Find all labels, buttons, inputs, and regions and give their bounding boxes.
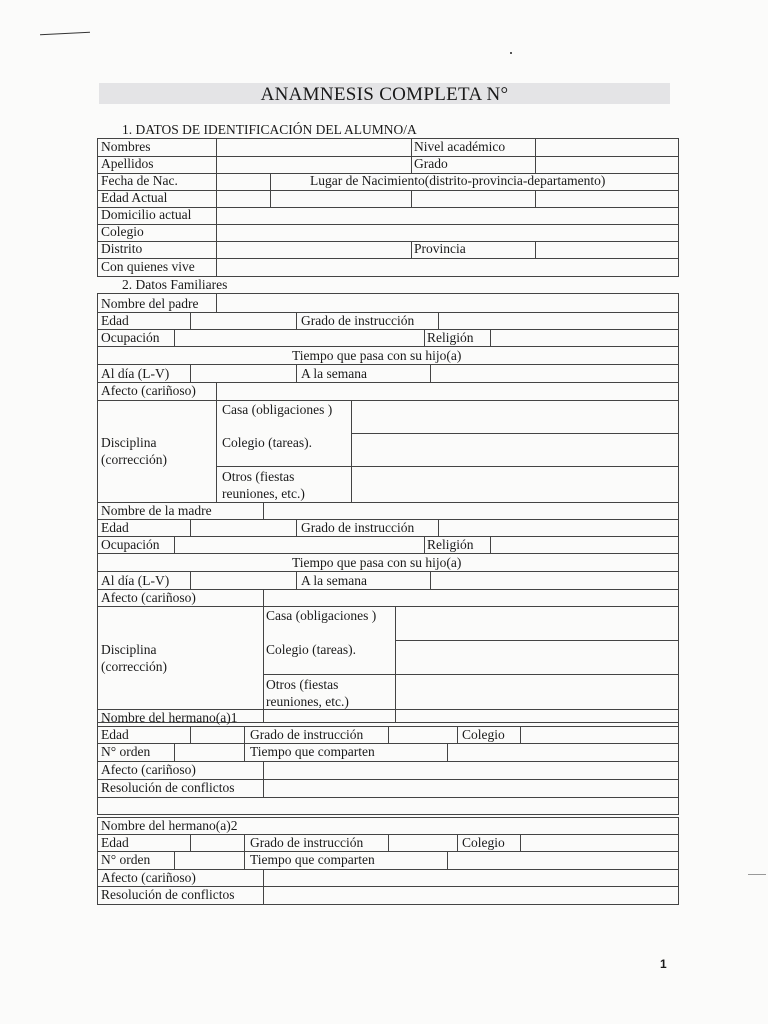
label-colegio-hermano1: Colegio: [462, 727, 505, 742]
label-tiempo-hermano1: Tiempo que comparten: [250, 744, 375, 759]
label-al-dia-madre: Al día (L-V): [101, 573, 170, 588]
label-correccion-madre: (corrección): [101, 659, 167, 674]
label-afecto-hermano2: Afecto (cariñoso): [101, 870, 196, 885]
label-resolucion-hermano2: Resolución de conflictos: [101, 887, 235, 902]
label-ocupacion-madre: Ocupación: [101, 537, 160, 552]
label-grado-hermano1: Grado de instrucción: [250, 727, 364, 742]
label-nombre-padre: Nombre del padre: [101, 296, 199, 311]
label-edad-hermano2: Edad: [101, 835, 129, 850]
label-edad-madre: Edad: [101, 520, 129, 535]
section-1-heading: 1. DATOS DE IDENTIFICACIÓN DEL ALUMNO/A: [122, 122, 417, 137]
label-nivel-academico: Nivel académico: [414, 139, 506, 154]
label-con-quienes-vive: Con quienes vive: [101, 259, 195, 274]
label-distrito: Distrito: [101, 241, 143, 256]
label-nombre-hermano2: Nombre del hermano(a)2: [101, 818, 238, 833]
label-nombre-hermano1: Nombre del hermano(a)1: [101, 710, 238, 725]
label-colegio-hermano2: Colegio: [462, 835, 505, 850]
label-ocupacion-padre: Ocupación: [101, 330, 160, 345]
label-apellidos: Apellidos: [101, 156, 154, 171]
label-afecto-padre: Afecto (cariñoso): [101, 383, 196, 398]
label-edad-hermano1: Edad: [101, 727, 129, 742]
label-religion-madre: Religión: [427, 537, 474, 552]
label-al-dia-padre: Al día (L-V): [101, 366, 170, 381]
label-lugar-nacimiento: Lugar de Nacimiento(distrito-provincia-departamento): [310, 173, 606, 188]
label-reuniones-madre: reuniones, etc.): [266, 694, 349, 709]
label-colegio: Colegio: [101, 224, 144, 239]
label-tiempo-madre: Tiempo que pasa con su hijo(a): [292, 555, 462, 570]
label-reuniones-padre: reuniones, etc.): [222, 486, 305, 501]
label-grado-madre: Grado de instrucción: [301, 520, 415, 535]
label-afecto-madre: Afecto (cariñoso): [101, 590, 196, 605]
label-fecha-nac: Fecha de Nac.: [101, 173, 178, 188]
label-religion-padre: Religión: [427, 330, 474, 345]
label-tiempo-hermano2: Tiempo que comparten: [250, 852, 375, 867]
label-provincia: Provincia: [414, 241, 466, 256]
label-afecto-hermano1: Afecto (cariñoso): [101, 762, 196, 777]
label-colegio-tareas-madre: Colegio (tareas).: [266, 642, 356, 657]
label-resolucion-hermano1: Resolución de conflictos: [101, 780, 235, 795]
label-disciplina-padre: Disciplina: [101, 435, 157, 450]
label-orden-hermano2: N° orden: [101, 852, 151, 867]
label-orden-hermano1: N° orden: [101, 744, 151, 759]
label-tiempo-padre: Tiempo que pasa con su hijo(a): [292, 348, 462, 363]
label-semana-madre: A la semana: [301, 573, 367, 588]
label-correccion-padre: (corrección): [101, 452, 167, 467]
label-domicilio: Domicilio actual: [101, 207, 192, 222]
label-disciplina-madre: Disciplina: [101, 642, 157, 657]
label-grado-padre: Grado de instrucción: [301, 313, 415, 328]
label-colegio-tareas-padre: Colegio (tareas).: [222, 435, 312, 450]
scan-mark: [748, 874, 766, 875]
pen-mark: [40, 32, 90, 36]
label-semana-padre: A la semana: [301, 366, 367, 381]
label-edad-actual: Edad Actual: [101, 190, 168, 205]
label-casa-padre: Casa (obligaciones ): [222, 402, 333, 417]
label-otros-padre: Otros (fiestas: [222, 469, 295, 484]
section-2-heading: 2. Datos Familiares: [122, 277, 228, 292]
label-otros-madre: Otros (fiestas: [266, 677, 339, 692]
label-nombre-madre: Nombre de la madre: [101, 503, 212, 518]
label-nombres: Nombres: [101, 139, 151, 154]
label-grado-hermano2: Grado de instrucción: [250, 835, 364, 850]
label-edad-padre: Edad: [101, 313, 129, 328]
page-title: ANAMNESIS COMPLETA N°: [260, 84, 509, 105]
label-grado: Grado: [414, 156, 448, 171]
label-casa-madre: Casa (obligaciones ): [266, 608, 377, 623]
page-number: 1: [660, 957, 667, 971]
scan-speck: [510, 52, 512, 54]
